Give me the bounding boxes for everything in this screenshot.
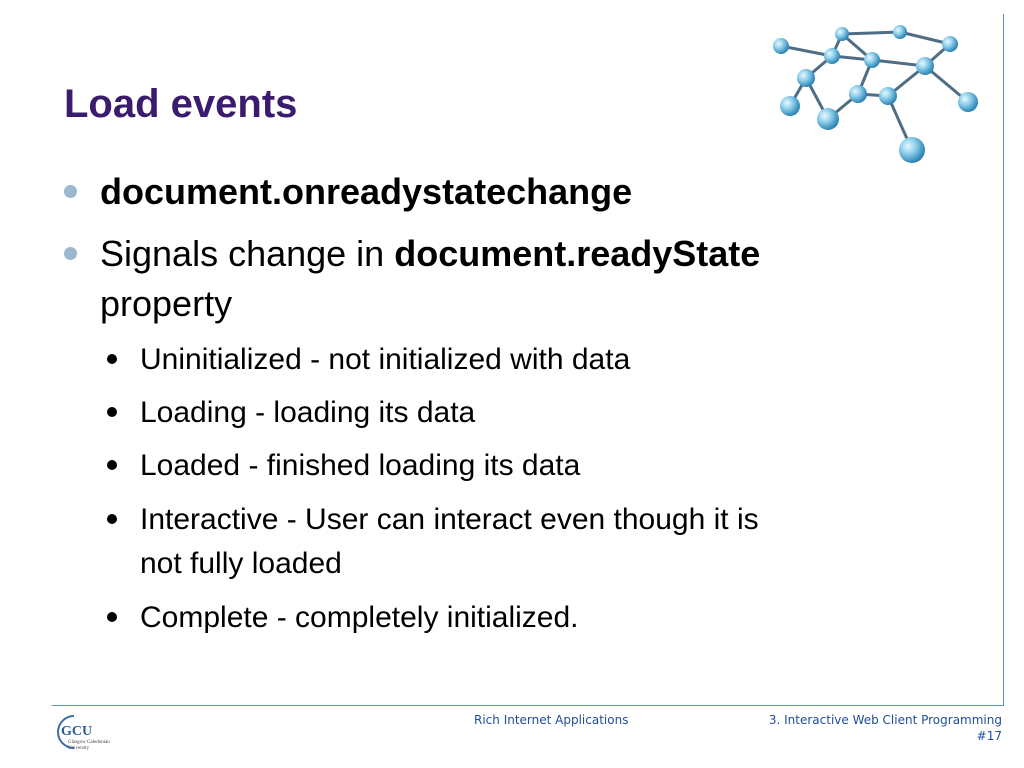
sub-bullet-dot	[107, 407, 117, 417]
sub-bullet-dot	[107, 460, 117, 470]
sub-bullet-item	[140, 338, 940, 382]
footer-section-title: 3. Interactive Web Client Programming	[768, 713, 1002, 727]
logo-line1: Glasgow Caledonian	[68, 740, 110, 745]
bullet-text: document.onreadystatechange	[100, 171, 633, 212]
sub-bullet-text: Loaded - finished loading its data	[140, 449, 581, 482]
bullet-item	[100, 229, 900, 329]
slide-number: #17	[976, 729, 1002, 743]
sub-bullet-item	[140, 596, 940, 640]
bullet-item	[100, 167, 900, 217]
sub-bullet-dot	[107, 354, 117, 364]
bullet-text-prefix: Signals change in	[100, 233, 395, 274]
logo-line2: University	[68, 746, 90, 751]
sub-bullet-text: Interactive - User can interact even though it is	[140, 503, 759, 536]
sub-bullet-dot	[107, 612, 117, 622]
logo-abbrev: GCU	[61, 724, 93, 739]
bullet-text-bold: document.readyState	[394, 233, 761, 274]
sub-bullet-item	[140, 391, 940, 435]
sub-bullet-dot	[107, 514, 117, 524]
sub-bullet-item	[140, 444, 940, 488]
gcu-logo	[54, 712, 124, 754]
bullet-text-continuation: property	[100, 283, 233, 324]
sub-bullet-text: Loading - loading its data	[140, 396, 476, 429]
sub-bullet-text: Complete - completely initialized.	[140, 601, 579, 634]
sub-bullet-text: Uninitialized - not initialized with data	[140, 343, 631, 376]
footer-divider	[52, 705, 1004, 706]
sub-bullet-text-continuation: not fully loaded	[140, 547, 342, 580]
molecule-network-icon	[760, 16, 990, 176]
bullet-dot	[64, 247, 77, 260]
bullet-dot	[64, 185, 77, 198]
footer-course: Rich Internet Applications	[474, 713, 629, 727]
right-border-rule	[1003, 14, 1004, 706]
slide-title: Load events	[64, 82, 298, 126]
sub-bullet-item	[140, 498, 940, 586]
footer-section	[769, 712, 1002, 744]
